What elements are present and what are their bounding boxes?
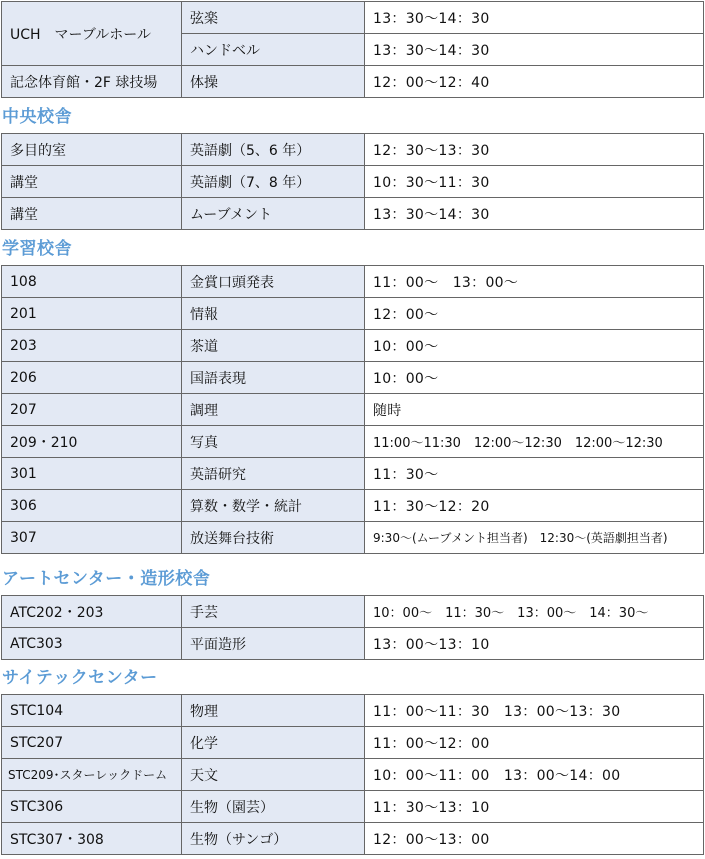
table-row: [2, 727, 704, 759]
time-cell: 10：00～: [365, 362, 704, 394]
event-cell: 生物（サンゴ）: [182, 823, 365, 855]
event-cell: 体操: [182, 66, 365, 98]
table-row: [2, 458, 704, 490]
time-cell: 13：30～14：30: [365, 198, 704, 230]
schedule-table-gakushu: [1, 265, 704, 554]
time-cell: 11：30～: [365, 458, 704, 490]
location-cell: 108: [2, 266, 182, 298]
time-cell: 11：00～11：30 13：00～13：30: [365, 695, 704, 727]
event-cell: 英語研究: [182, 458, 365, 490]
table-row: [2, 490, 704, 522]
table-row: [2, 394, 704, 426]
event-cell: 調理: [182, 394, 365, 426]
location-cell: 講堂: [2, 166, 182, 198]
time-cell: 13：30～14：30: [365, 2, 704, 34]
event-cell: ハンドベル: [182, 34, 365, 66]
time-cell: 13：30～14：30: [365, 34, 704, 66]
event-cell: 生物（園芸）: [182, 791, 365, 823]
event-cell: 英語劇（5、6 年）: [182, 134, 365, 166]
table-row: [2, 791, 704, 823]
event-cell: 国語表現: [182, 362, 365, 394]
time-cell: 10：30～11：30: [365, 166, 704, 198]
time-cell: 11：00～12：00: [365, 727, 704, 759]
time-cell: 11：30～12：20: [365, 490, 704, 522]
table-row: [2, 330, 704, 362]
event-cell: 天文: [182, 759, 365, 791]
schedule-table-chuo: [1, 133, 704, 230]
location-cell: 記念体育館・2F 球技場: [2, 66, 182, 98]
location-cell: ATC202・203: [2, 596, 182, 628]
time-cell: 随時: [365, 394, 704, 426]
event-cell: 化学: [182, 727, 365, 759]
time-cell: 13：00～13：10: [365, 628, 704, 660]
time-cell: 10：00～11：00 13：00～14：00: [365, 759, 704, 791]
location-cell: STC207: [2, 727, 182, 759]
location-cell: 206: [2, 362, 182, 394]
location-cell: UCH マーブルホール: [2, 2, 182, 66]
location-cell: 209・210: [2, 426, 182, 458]
location-cell: STC209･スターレックドーム: [2, 759, 182, 791]
table-row: [2, 2, 704, 34]
schedule-table-top: [1, 1, 704, 98]
section-heading: サイテックセンター: [2, 668, 158, 688]
time-cell: 11:00～11:30 12:00～12:30 12:00～12:30: [365, 426, 704, 458]
schedule-table-art: [1, 595, 704, 660]
time-cell: 12：00～12：40: [365, 66, 704, 98]
table-row: [2, 596, 704, 628]
time-cell: 11：30～13：10: [365, 791, 704, 823]
event-cell: ムーブメント: [182, 198, 365, 230]
table-row: [2, 198, 704, 230]
table-row: [2, 66, 704, 98]
table-row: [2, 695, 704, 727]
location-cell: ATC303: [2, 628, 182, 660]
section-heading: 中央校舎: [2, 107, 72, 127]
location-cell: 307: [2, 522, 182, 554]
location-cell: 207: [2, 394, 182, 426]
table-row: [2, 134, 704, 166]
event-cell: 手芸: [182, 596, 365, 628]
location-cell: 306: [2, 490, 182, 522]
event-cell: 物理: [182, 695, 365, 727]
time-cell: 10：00～: [365, 330, 704, 362]
table-row: [2, 298, 704, 330]
event-cell: 茶道: [182, 330, 365, 362]
location-cell: 203: [2, 330, 182, 362]
time-cell: 12：30～13：30: [365, 134, 704, 166]
table-row: [2, 759, 704, 791]
time-cell: 12：00～13：00: [365, 823, 704, 855]
event-cell: 平面造形: [182, 628, 365, 660]
table-row: [2, 426, 704, 458]
table-row: [2, 522, 704, 554]
event-cell: 金賞口頭発表: [182, 266, 365, 298]
event-cell: 写真: [182, 426, 365, 458]
event-cell: 算数・数学・統計: [182, 490, 365, 522]
time-cell: 12：00～: [365, 298, 704, 330]
event-cell: 情報: [182, 298, 365, 330]
location-cell: STC104: [2, 695, 182, 727]
section-heading: アートセンター・造形校舎: [2, 569, 211, 589]
table-row: [2, 362, 704, 394]
event-cell: 弦楽: [182, 2, 365, 34]
location-cell: STC307・308: [2, 823, 182, 855]
table-row: [2, 628, 704, 660]
time-cell: 9:30～(ムーブメント担当者) 12:30～(英語劇担当者): [365, 522, 704, 554]
table-row: [2, 166, 704, 198]
location-cell: 301: [2, 458, 182, 490]
event-cell: 放送舞台技術: [182, 522, 365, 554]
schedule-table-stc: [1, 694, 704, 855]
location-cell: 多目的室: [2, 134, 182, 166]
location-cell: 201: [2, 298, 182, 330]
table-row: [2, 823, 704, 855]
time-cell: 11：00～ 13：00～: [365, 266, 704, 298]
section-heading: 学習校舎: [2, 239, 72, 259]
event-cell: 英語劇（7、8 年）: [182, 166, 365, 198]
time-cell: 10：00～ 11：30～ 13：00～ 14：30～: [365, 596, 704, 628]
location-cell: STC306: [2, 791, 182, 823]
location-cell: 講堂: [2, 198, 182, 230]
table-row: [2, 266, 704, 298]
